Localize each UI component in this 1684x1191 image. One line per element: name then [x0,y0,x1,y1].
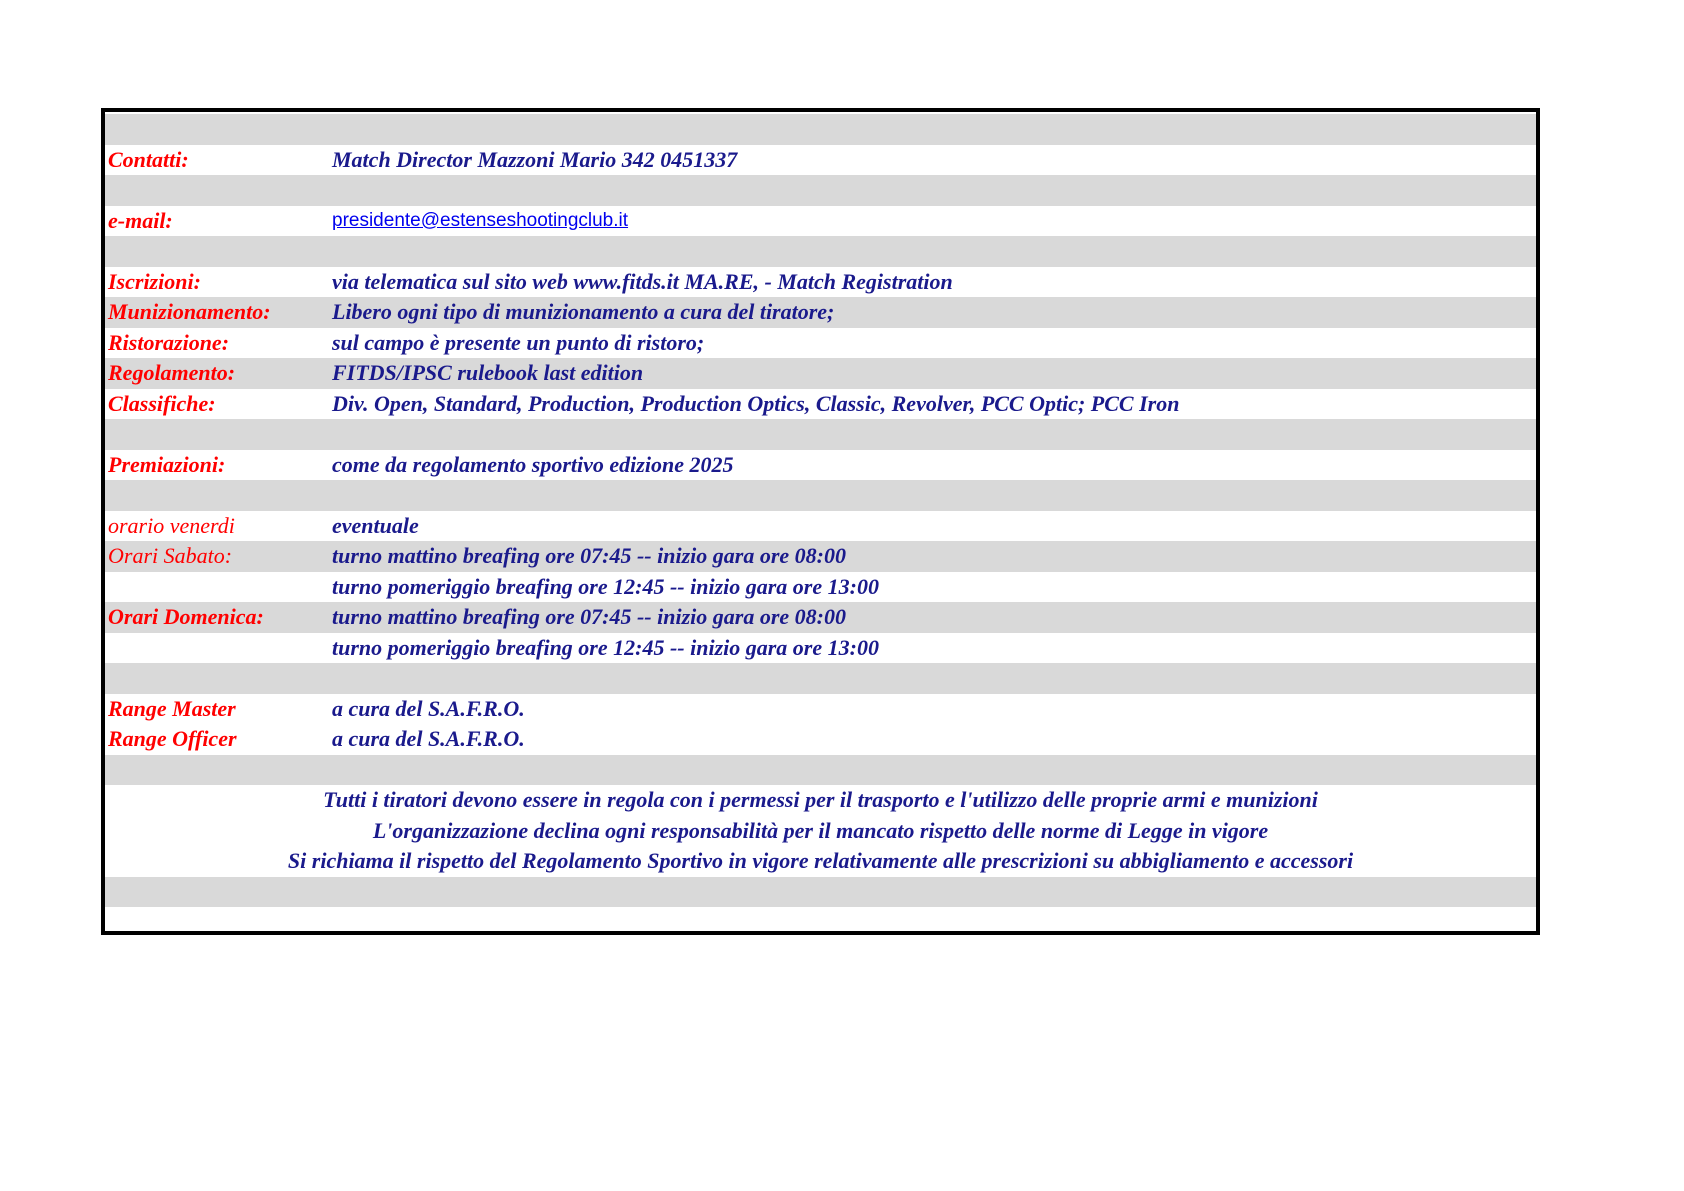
saturday-morning-value: turno mattino breafing ore 07:45 -- inizio gara ore 08:00 [332,543,846,569]
rankings-value: Div. Open, Standard, Production, Production Optics, Classic, Revolver, PCC Optic; PCC Iron [332,390,1180,416]
friday-label: orario venerdi [108,512,235,538]
range-master-row [105,694,1536,725]
rules-label: Regolamento: [108,360,236,386]
notice-permits: Tutti i tiratori devono essere in regola con i permessi per il trasporto e l'utilizzo delle proprie armi e munizioni [323,787,1318,813]
info-sheet [101,108,1540,935]
ammunition-row [105,297,1536,328]
rules-value: FITDS/IPSC rulebook last edition [332,360,644,386]
notice-liability: L'organizzazione declina ogni responsabilità per il mancato rispetto delle norme di Legge in vigore [372,817,1269,843]
registration-label: Iscrizioni: [108,268,201,294]
spacer-row [105,114,1536,145]
registration-row [105,267,1536,298]
awards-value: come da regolamento sportivo edizione 2025 [332,451,734,477]
sunday-morning-row [105,602,1536,633]
spacer-row [105,663,1536,694]
saturday-label: Orari Sabato: [108,543,233,569]
spacer-row [105,755,1536,786]
email-row [105,206,1536,237]
spacer-row [105,419,1536,450]
email-label: e-mail: [108,207,173,233]
spacer-row [105,480,1536,511]
registration-value: via telematica sul sito web www.fitds.it MA.RE, - Match Registration [332,268,953,294]
ammunition-value: Libero ogni tipo di munizionamento a cura del tiratore; [332,299,835,325]
sunday-label: Orari Domenica: [108,604,264,630]
contacts-value: Match Director Mazzoni Mario 342 0451337 [332,146,738,172]
sunday-afternoon-value: turno pomeriggio breafing ore 12:45 -- inizio gara ore 13:00 [332,634,879,660]
rules-row [105,358,1536,389]
saturday-afternoon-row [105,572,1536,603]
sunday-afternoon-row [105,633,1536,664]
range-master-label: Range Master [108,695,236,721]
spacer-row [105,877,1536,908]
contacts-row [105,145,1536,176]
notice-row [105,846,1536,877]
contacts-label: Contatti: [108,146,189,172]
rankings-row [105,389,1536,420]
sunday-morning-value: turno mattino breafing ore 07:45 -- inizio gara ore 08:00 [332,604,846,630]
info-rows [105,114,1536,907]
friday-value: eventuale [332,512,419,538]
spacer-row [105,236,1536,267]
awards-label: Premiazioni: [108,451,226,477]
saturday-afternoon-value: turno pomeriggio breafing ore 12:45 -- inizio gara ore 13:00 [332,573,879,599]
range-officer-label: Range Officer [108,726,237,752]
catering-label: Ristorazione: [108,329,230,355]
friday-row [105,511,1536,542]
email-link[interactable]: presidente@estenseshootingclub.it [332,209,629,231]
spacer-row [105,175,1536,206]
catering-value: sul campo è presente un punto di ristoro; [332,329,705,355]
range-officer-value: a cura del S.A.F.R.O. [332,726,525,752]
range-master-value: a cura del S.A.F.R.O. [332,695,525,721]
range-officer-row [105,724,1536,755]
awards-row [105,450,1536,481]
catering-row [105,328,1536,359]
rankings-label: Classifiche: [108,390,216,416]
notice-row [105,816,1536,847]
notice-row [105,785,1536,816]
ammunition-label: Munizionamento: [108,299,271,325]
notice-dress-code: Si richiama il rispetto del Regolamento Sportivo in vigore relativamente alle prescrizioni su abbigliamento e accessori [287,848,1354,874]
saturday-morning-row [105,541,1536,572]
